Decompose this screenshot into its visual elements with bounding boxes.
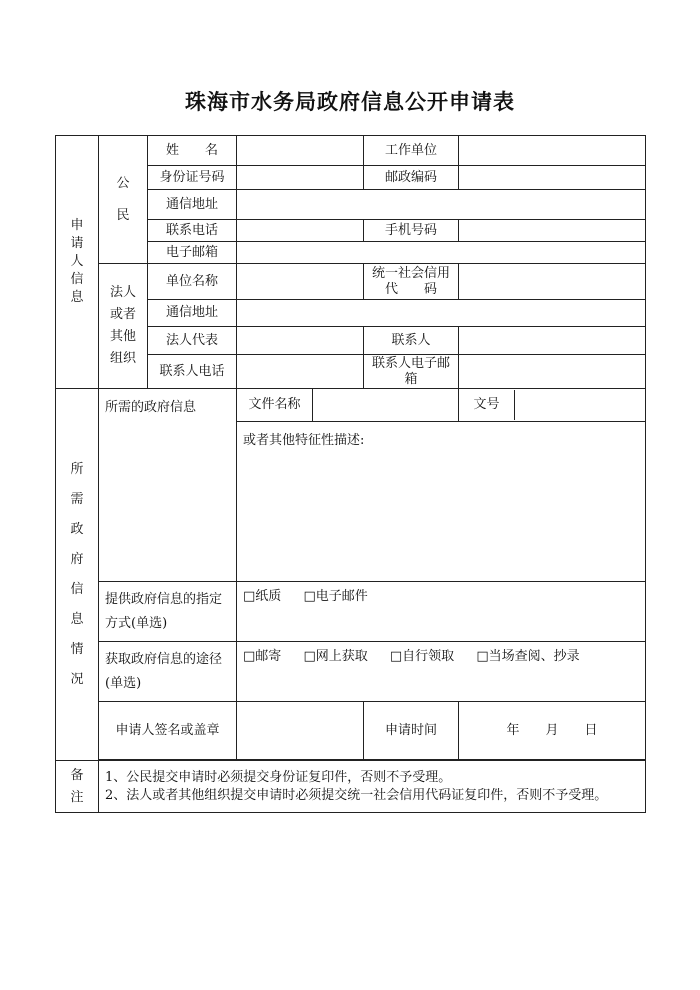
citizen-label: 公 民 <box>99 136 148 264</box>
legal-rep-label: 法人代表 <box>148 327 237 355</box>
provide-options <box>237 582 646 642</box>
postcode-field[interactable] <box>459 166 646 190</box>
apply-time-label: 申请时间 <box>364 702 459 760</box>
option-online[interactable]: □网上获取 <box>303 649 368 664</box>
notes-content <box>99 761 646 813</box>
obtain-method-label: 获取政府信息的途径(单选) <box>99 642 237 702</box>
email-label: 电子邮箱 <box>148 242 237 264</box>
mobile-field[interactable] <box>459 220 646 242</box>
name-field[interactable] <box>237 136 364 166</box>
option-paper[interactable]: □纸质 <box>243 589 282 604</box>
mobile-label: 手机号码 <box>364 220 459 242</box>
org-address-label: 通信地址 <box>148 300 237 327</box>
contact-email-field[interactable] <box>459 355 646 389</box>
signature-field[interactable] <box>237 702 364 760</box>
org-name-label: 单位名称 <box>148 264 237 300</box>
option-onsite[interactable]: □当场查阅、抄录 <box>476 649 580 664</box>
name-label: 姓 名 <box>148 136 237 166</box>
contact-phone-field[interactable] <box>237 355 364 389</box>
option-self-pickup[interactable]: □自行领取 <box>389 649 455 664</box>
phone-label: 联系电话 <box>148 220 237 242</box>
citizen-address-field[interactable] <box>237 190 646 220</box>
option-email[interactable]: □电子邮件 <box>303 589 368 604</box>
phone-field[interactable] <box>237 220 364 242</box>
contact-phone-label: 联系人电话 <box>148 355 237 389</box>
employer-field[interactable] <box>459 136 646 166</box>
needed-info-label: 所需的政府信息 <box>99 389 237 582</box>
other-description-field[interactable] <box>237 422 646 582</box>
contact-label: 联系人 <box>364 327 459 355</box>
org-address-field[interactable] <box>237 300 646 327</box>
notes-label: 备 注 <box>56 761 99 813</box>
doc-no-cell[interactable] <box>459 389 646 422</box>
employer-label: 工作单位 <box>364 136 459 166</box>
provide-method-label: 提供政府信息的指定方式(单选) <box>99 582 237 642</box>
signature-label: 申请人签名或盖章 <box>99 702 237 760</box>
postcode-label: 邮政编码 <box>364 166 459 190</box>
note-item: 2、法人或者其他组织提交申请时必须提交统一社会信用代码证复印件，否则不予受理。 <box>105 787 608 803</box>
applicant-section-label: 申 请 人 信 息 <box>56 136 99 389</box>
id-number-field[interactable] <box>237 166 364 190</box>
org-label: 法人 或者 其他 组织 <box>99 264 148 389</box>
contact-email-label: 联系人电子邮 箱 <box>364 355 459 389</box>
doc-no-label: 文号 <box>459 390 515 420</box>
info-section-label: 所 需 政 府 信 息 情 况 <box>56 389 99 761</box>
org-name-field[interactable] <box>237 264 364 300</box>
note-item: 1、公民提交申请时必须提交身份证复印件，否则不予受理。 <box>105 769 452 785</box>
application-form <box>55 135 646 813</box>
file-name-field[interactable] <box>313 389 459 422</box>
credit-code-label: 统一社会信用代 码 <box>364 264 459 300</box>
obtain-options <box>237 642 646 702</box>
file-name-label: 文件名称 <box>237 389 313 422</box>
contact-field[interactable] <box>459 327 646 355</box>
citizen-address-label: 通信地址 <box>148 190 237 220</box>
email-field[interactable] <box>237 242 646 264</box>
apply-date-field[interactable]: 年 月 日 <box>459 702 646 760</box>
id-number-label: 身份证号码 <box>148 166 237 190</box>
other-description-label: 或者其他特征性描述: <box>243 433 365 448</box>
credit-code-field[interactable] <box>459 264 646 300</box>
legal-rep-field[interactable] <box>237 327 364 355</box>
page-title: 珠海市水务局政府信息公开申请表 <box>185 89 515 114</box>
option-mail[interactable]: □邮寄 <box>243 649 282 664</box>
